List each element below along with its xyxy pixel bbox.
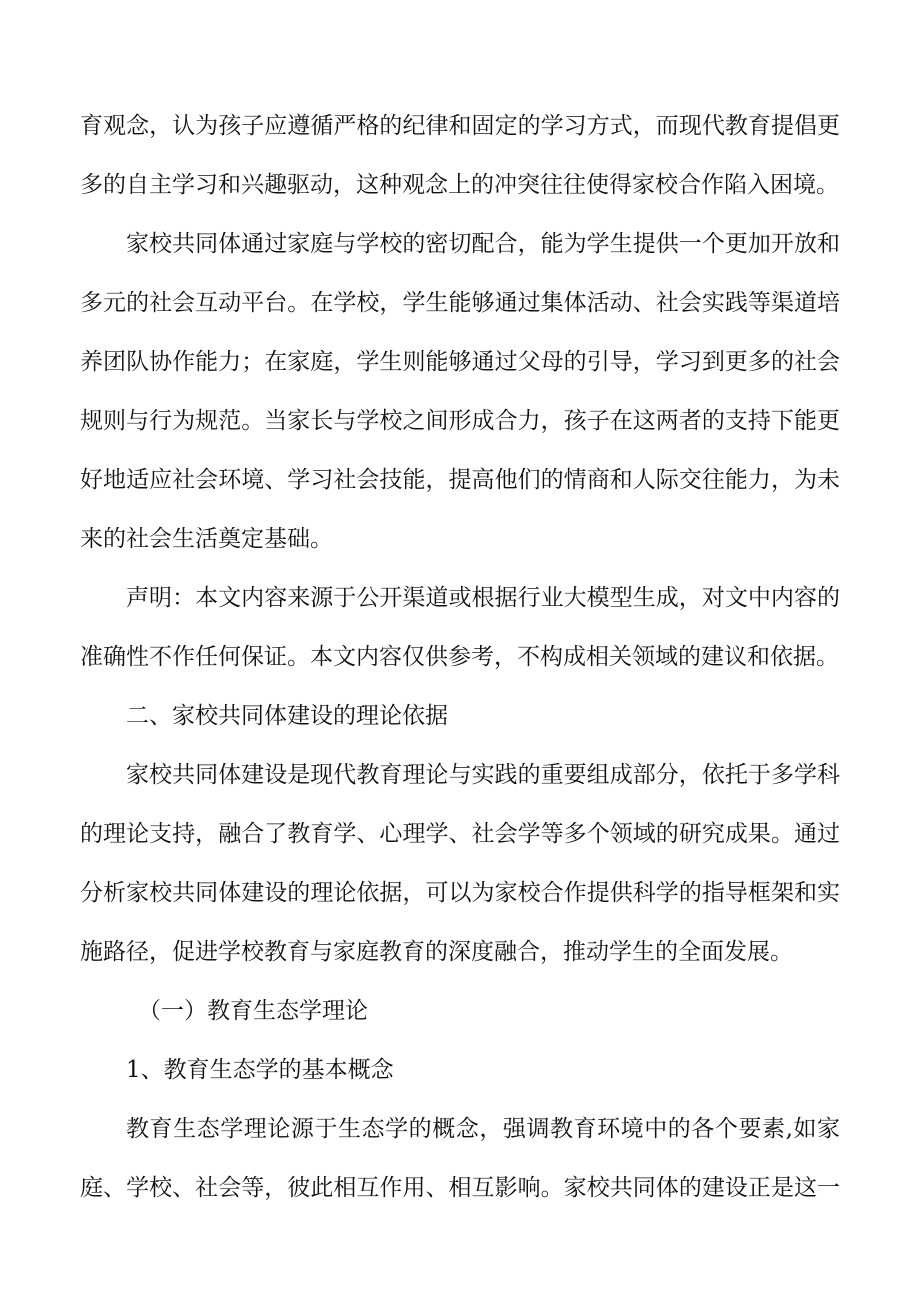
paragraph-line: 育观念，认为孩子应遵循严格的纪律和固定的学习方式，而现代教育提倡更 xyxy=(80,113,840,139)
paragraph-line: 规则与行为规范。当家长与学校之间形成合力，孩子在这两者的支持下能更 xyxy=(80,408,840,434)
paragraph-line: 施路径，促进学校教育与家庭教育的深度融合，推动学生的全面发展。 xyxy=(80,939,793,965)
subsection-heading: （一）教育生态学理论 xyxy=(138,998,368,1024)
paragraph-line: 分析家校共同体建设的理论依据，可以为家校合作提供科学的指导框架和实 xyxy=(80,880,840,906)
paragraph-line: 好地适应社会环境、学习社会技能，提高他们的情商和人际交往能力，为未 xyxy=(80,467,840,493)
paragraph-line: 家校共同体建设是现代教育理论与实践的重要组成部分，依托于多学科 xyxy=(126,762,840,788)
paragraph-line: 多的自主学习和兴趣驱动，这种观念上的冲突往往使得家校合作陷入困境。 xyxy=(80,172,839,198)
paragraph-line: 来的社会生活奠定基础。 xyxy=(80,526,333,552)
paragraph-line: 教育生态学理论源于生态学的概念，强调教育环境中的各个要素,如家 xyxy=(126,1116,840,1142)
paragraph-line: 家校共同体通过家庭与学校的密切配合，能为学生提供一个更加开放和 xyxy=(126,231,840,257)
disclaimer-line: 准确性不作任何保证。本文内容仅供参考，不构成相关领域的建议和依据。 xyxy=(80,644,839,670)
paragraph-line: 庭、学校、社会等，彼此相互作用、相互影响。家校共同体的建设正是这一 xyxy=(80,1175,840,1201)
section-heading: 二、家校共同体建设的理论依据 xyxy=(126,703,448,729)
paragraph-line: 养团队协作能力；在家庭，学生则能够通过父母的引导，学习到更多的社会 xyxy=(80,349,840,375)
paragraph-line: 的理论支持，融合了教育学、心理学、社会学等多个领域的研究成果。通过 xyxy=(80,821,840,847)
disclaimer-line: 声明：本文内容来源于公开渠道或根据行业大模型生成，对文中内容的 xyxy=(126,585,840,611)
subsubsection-heading: 1、教育生态学的基本概念 xyxy=(126,1057,394,1083)
paragraph-line: 多元的社会互动平台。在学校，学生能够通过集体活动、社会实践等渠道培 xyxy=(80,290,840,316)
